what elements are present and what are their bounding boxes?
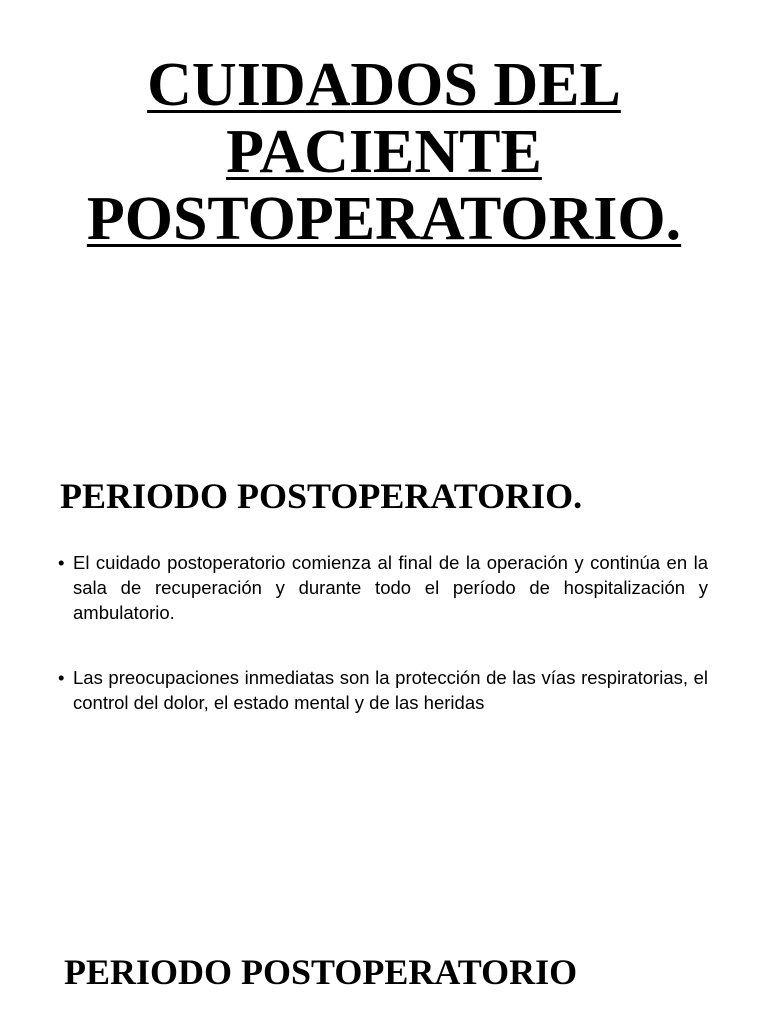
title-line-1: CUIDADOS DEL <box>147 51 621 119</box>
title-line-2: PACIENTE <box>226 118 542 186</box>
slide-title <box>40 52 728 253</box>
bullet-text: El cuidado postoperatorio comienza al final de la operación y continúa en la sala de recuperación y durante todo el período de hospitalización y ambulatorio. <box>73 552 708 623</box>
bullet-item <box>58 550 708 625</box>
title-line-3: POSTOPERATORIO. <box>86 185 682 253</box>
bullet-list <box>58 550 708 755</box>
bullet-icon: • <box>58 667 65 688</box>
bullet-icon: • <box>58 552 65 573</box>
next-section-heading: PERIODO POSTOPERATORIO <box>64 952 578 992</box>
bullet-item <box>58 665 708 715</box>
section-heading: PERIODO POSTOPERATORIO. <box>60 476 583 516</box>
bullet-text: Las preocupaciones inmediatas son la protección de las vías respiratorias, el control del dolor, el estado mental y de las heridas <box>73 667 708 713</box>
